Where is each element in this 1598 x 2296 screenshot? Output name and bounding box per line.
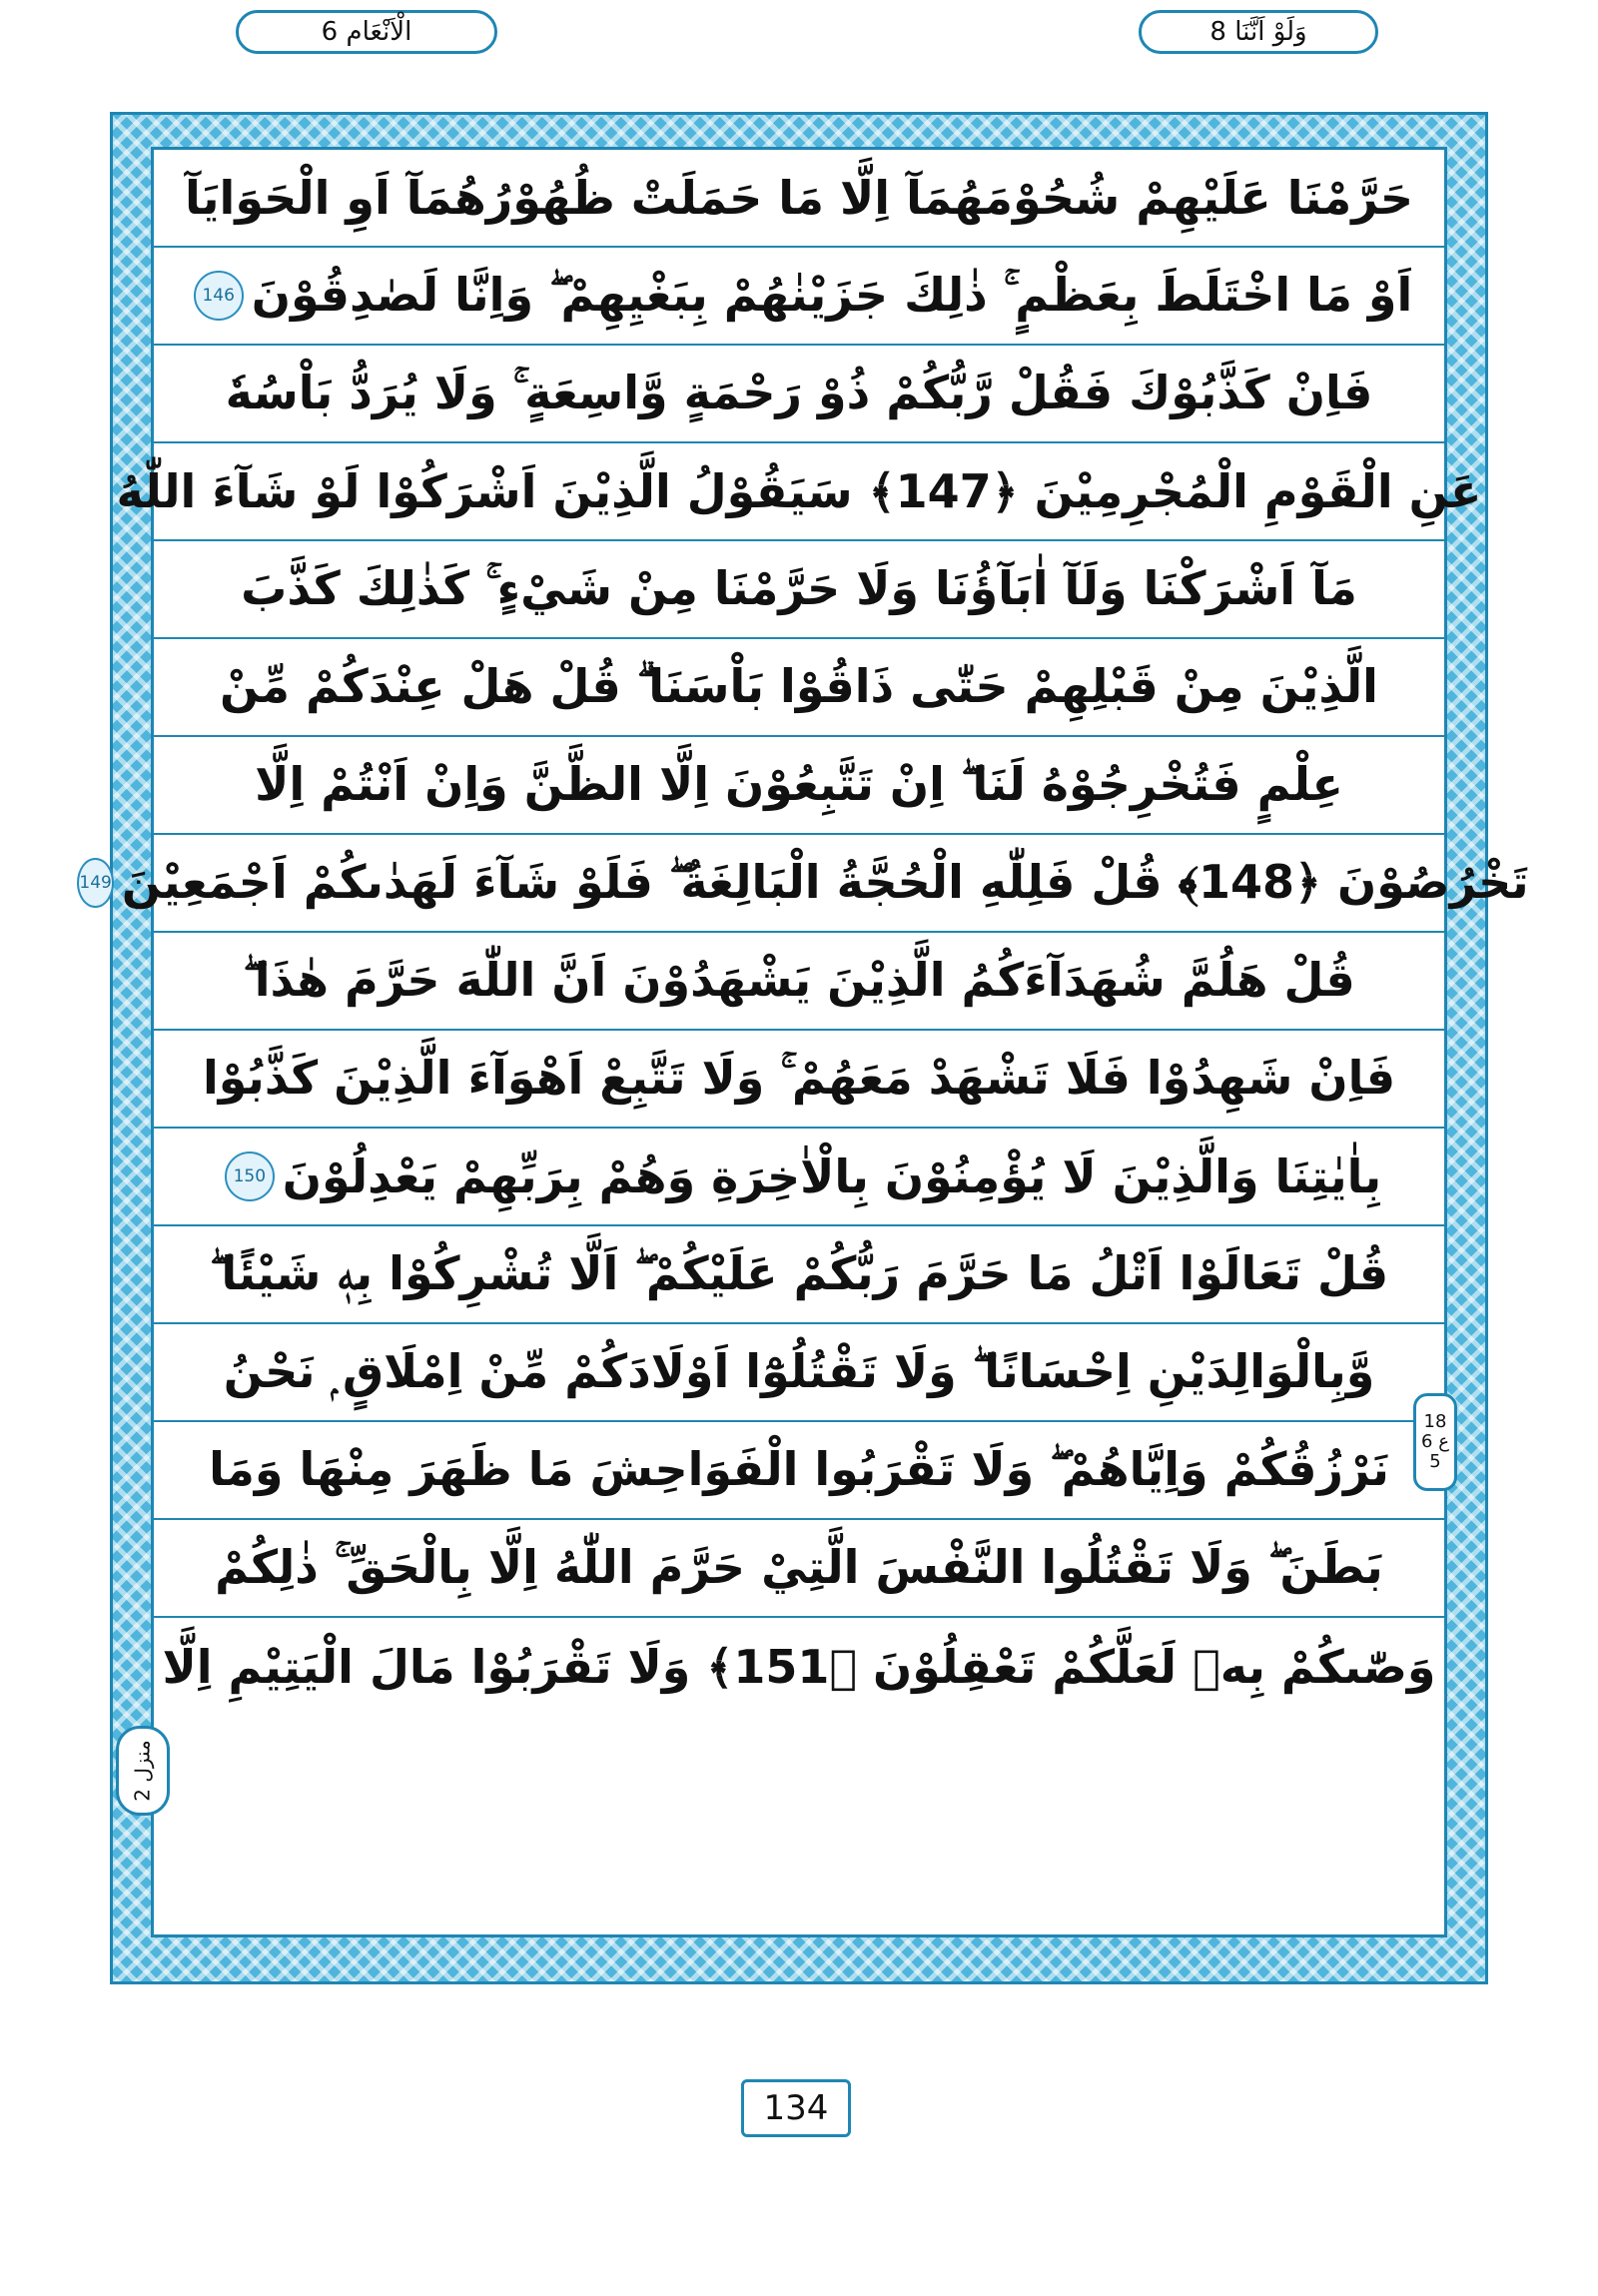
text-line-5: [154, 541, 1444, 639]
surah-name-header: الْاَنْعَام 6: [236, 10, 497, 54]
line-text: بَطَنَ ۖ وَلَا تَقْتُلُوا النَّفْسَ الَّتِيْ حَرَّمَ اللّٰهُ اِلَّا بِالْحَقِّ ۚ ذٰلِكُمْ: [215, 1540, 1383, 1594]
ruku-top-number: 18: [1423, 1411, 1447, 1433]
ayah-number-marker: 149: [77, 858, 113, 908]
line-text: تَخْرُصُوْنَ ﴿148﴾ قُلْ فَلِلّٰهِ الْحُجَّةُ الْبَالِغَةُ ۖ فَلَوْ شَآءَ لَهَدٰىكُمْ اَجْمَعِيْنَ: [121, 855, 1529, 909]
text-line-8: [79, 835, 1529, 933]
line-text: اَوْ مَا اخْتَلَطَ بِعَظْمٍ ۚ ذٰلِكَ جَزَيْنٰهُمْ بِبَغْيِهِمْ ۖ وَاِنَّا لَصٰدِقُوْنَ: [251, 268, 1413, 322]
text-line-6: [154, 639, 1444, 737]
line-text: الَّذِيْنَ مِنْ قَبْلِهِمْ حَتّٰى ذَاقُوْا بَاْسَنَا ۗ قُلْ هَلْ عِنْدَكُمْ مِّنْ: [220, 659, 1378, 713]
line-text: مَآ اَشْرَكْنَا وَلَآ اٰبَآؤُنَا وَلَا حَرَّمْنَا مِنْ شَيْءٍ ۚ كَذٰلِكَ كَذَّبَ: [241, 561, 1357, 615]
text-line-4: [116, 443, 1482, 541]
manzil-label: منزل 2: [131, 1740, 155, 1802]
ruku-bottom-number: 5: [1429, 1450, 1441, 1472]
text-line-13: [154, 1324, 1444, 1422]
text-line-11: [154, 1129, 1444, 1226]
text-line-12: [154, 1226, 1444, 1324]
para-name-header: وَلَوْ اَنَّنَا 8: [1139, 10, 1378, 54]
ruku-marker: [1413, 1393, 1457, 1491]
line-text: وَّبِالْوَالِدَيْنِ اِحْسَانًا ۖ وَلَا تَقْتُلُوْٓا اَوْلَادَكُمْ مِّنْ اِمْلَاقٍ ۭ نَحْنُ: [223, 1344, 1375, 1398]
manzil-marker: [116, 1726, 170, 1816]
ayah-number-marker: 146: [194, 271, 244, 321]
text-line-2: [154, 248, 1444, 346]
line-text: نَرْزُقُكُمْ وَاِيَّاهُمْ ۖ وَلَا تَقْرَبُوا الْفَوَاحِشَ مَا ظَهَرَ مِنْهَا وَمَا: [209, 1442, 1389, 1496]
text-line-7: [154, 737, 1444, 835]
line-text: عِلْمٍ فَتُخْرِجُوْهُ لَنَا ۖ اِنْ تَتَّبِعُوْنَ اِلَّا الظَّنَّ وَاِنْ اَنْتُمْ اِلَّا: [255, 757, 1343, 811]
line-text: قُلْ تَعَالَوْا اَتْلُ مَا حَرَّمَ رَبُّكُمْ عَلَيْكُمْ ۖ اَلَّا تُشْرِكُوْا بِهٖ شَيْئًا ۖ: [209, 1246, 1389, 1300]
line-text: قُلْ هَلُمَّ شُهَدَآءَكُمُ الَّذِيْنَ يَشْهَدُوْنَ اَنَّ اللّٰهَ حَرَّمَ هٰذَا ۖ: [243, 953, 1355, 1007]
ruku-symbol: ع 6: [1421, 1431, 1449, 1453]
text-line-15: [154, 1520, 1444, 1618]
line-text: فَاِنْ كَذَّبُوْكَ فَقُلْ رَّبُّكُمْ ذُوْ رَحْمَةٍ وَّاسِعَةٍ ۚ وَلَا يُرَدُّ بَاْسُهٗ: [225, 366, 1373, 419]
line-text: حَرَّمْنَا عَلَيْهِمْ شُحُوْمَهُمَآ اِلَّا مَا حَمَلَتْ ظُهُوْرُهُمَآ اَوِ الْحَوَايَآ: [185, 171, 1413, 225]
text-line-10: [154, 1031, 1444, 1129]
line-text: بِاٰيٰتِنَا وَالَّذِيْنَ لَا يُؤْمِنُوْنَ بِالْاٰخِرَةِ وَهُمْ بِرَبِّهِمْ يَعْدِلُوْنَ: [282, 1149, 1382, 1203]
text-line-3: [154, 346, 1444, 443]
page-border-frame: [79, 112, 1529, 1984]
text-line-9: [154, 933, 1444, 1031]
line-text: وَصّٰىكُمْ بِهٖ لَعَلَّكُمْ تَعْقِلُوْنَ ﴿151﴾ وَلَا تَقْرَبُوْا مَالَ الْيَتِيْمِ اِلَّا: [162, 1640, 1436, 1694]
line-text: فَاِنْ شَهِدُوْا فَلَا تَشْهَدْ مَعَهُمْ ۚ وَلَا تَتَّبِعْ اَهْوَآءَ الَّذِيْنَ كَذَّبُوْا: [202, 1051, 1396, 1105]
line-text: عَنِ الْقَوْمِ الْمُجْرِمِيْنَ ﴿147﴾ سَيَقُوْلُ الَّذِيْنَ اَشْرَكُوْا لَوْ شَآءَ اللّٰهُ: [116, 464, 1482, 518]
ayah-number-marker: 150: [225, 1151, 275, 1201]
text-line-16: [154, 1618, 1444, 1716]
page-number: 134: [741, 2079, 851, 2137]
text-line-1: [154, 150, 1444, 248]
text-line-14: [154, 1422, 1444, 1520]
